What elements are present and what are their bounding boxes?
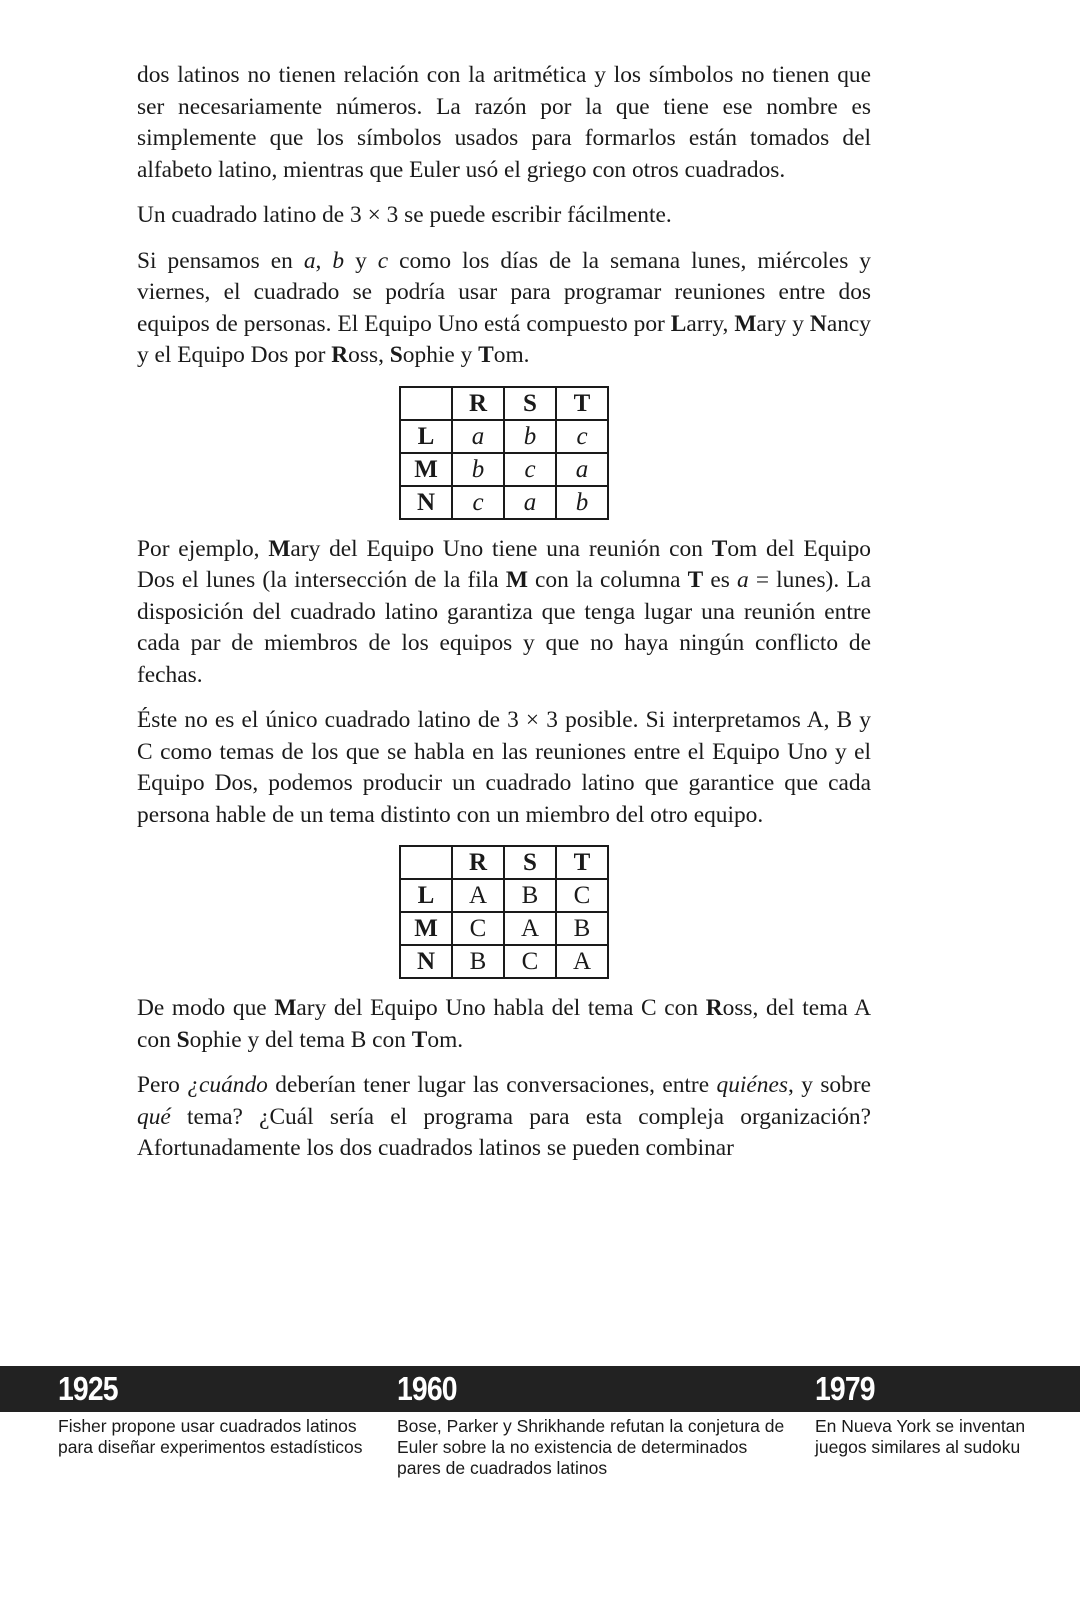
timeline-year: 1960 <box>397 1370 457 1407</box>
paragraph-5: Éste no es el único cuadrado latino de 3 × 3 posible. Si interpretamos A, B y C como temas de los que se habla en las reuniones entre el Equipo Uno y el Equipo Dos, podemos producir un cuadrado latino que garantice que cada persona hable de un tema distinto con un miembro del otro equipo. <box>137 707 871 828</box>
table-col-header: S <box>504 387 556 420</box>
table-corner-cell <box>400 846 452 879</box>
table-cell: A <box>556 945 608 978</box>
table-cell: a <box>452 420 504 453</box>
table-col-header: R <box>452 387 504 420</box>
paragraph-7: Pero ¿cuándo deberían tener lugar las conversaciones, entre quiénes, y sobre qué tema? ¿Cuál sería el programa para esta compleja organización? Afortunadamente los dos cuadrados latinos se pueden combinar <box>137 1072 871 1161</box>
timeline-year: 1925 <box>58 1370 118 1407</box>
latin-square-table-2 <box>399 845 609 979</box>
table-cell: C <box>504 945 556 978</box>
table-cell: B <box>556 912 608 945</box>
table-row-header: M <box>400 912 452 945</box>
table-cell: C <box>556 879 608 912</box>
table-row-header: L <box>400 420 452 453</box>
table-cell: a <box>556 453 608 486</box>
table-cell: A <box>504 912 556 945</box>
table-cell: c <box>452 486 504 519</box>
page-body <box>137 60 871 1179</box>
timeline-year: 1979 <box>815 1370 875 1407</box>
table-cell: b <box>452 453 504 486</box>
table-row-header: L <box>400 879 452 912</box>
paragraph-3: Si pensamos en a, b y c como los días de la semana lunes, miércoles y viernes, el cuadrado se podría usar para programar reuniones entre dos equipos de personas. El Equipo Uno está compuesto por Larry, Mary y Nancy y el Equipo Dos por Ross, Sophie y Tom. <box>137 247 871 368</box>
latin-square-table-1 <box>399 386 609 520</box>
table-cell: A <box>452 879 504 912</box>
table-cell: c <box>556 420 608 453</box>
timeline-bar <box>0 1366 1080 1412</box>
table-col-header: T <box>556 846 608 879</box>
table-row-header: N <box>400 486 452 519</box>
paragraph-4: Por ejemplo, Mary del Equipo Uno tiene una reunión con Tom del Equipo Dos el lunes (la intersección de la fila M con la columna T es a = lunes). La disposición del cuadrado latino garantiza que tenga lugar una reunión entre cada par de miembros de los equipos y que no haya ningún conflicto de fechas. <box>137 535 871 688</box>
table-cell: a <box>504 486 556 519</box>
timeline-event: Fisher propone usar cuadrados latinos para diseñar experimentos estadísticos <box>58 1416 363 1457</box>
table-cell: B <box>452 945 504 978</box>
table-col-header: S <box>504 846 556 879</box>
table-cell: b <box>556 486 608 519</box>
table-col-header: R <box>452 846 504 879</box>
table-row-header: M <box>400 453 452 486</box>
paragraph-2: Un cuadrado latino de 3 × 3 se puede escribir fácilmente. <box>137 202 672 228</box>
timeline-event: Bose, Parker y Shrikhande refutan la conjetura de Euler sobre la no existencia de determinados pares de cuadrados latinos <box>397 1416 785 1478</box>
paragraph-6: De modo que Mary del Equipo Uno habla del tema C con Ross, del tema A con Sophie y del tema B con Tom. <box>137 995 871 1053</box>
table-cell: c <box>504 453 556 486</box>
table-corner-cell <box>400 387 452 420</box>
table-row-header: N <box>400 945 452 978</box>
table-cell: C <box>452 912 504 945</box>
paragraph-1: dos latinos no tienen relación con la aritmética y los símbolos no tienen que ser necesariamente números. La razón por la que tiene ese nombre es simplemente que los símbolos usados para formarlos están tomados del alfabeto latino, mientras que Euler usó el griego con otros cuadrados. <box>137 62 871 183</box>
table-col-header: T <box>556 387 608 420</box>
table-cell: b <box>504 420 556 453</box>
table-cell: B <box>504 879 556 912</box>
timeline-event: En Nueva York se inventan juegos similares al sudoku <box>815 1416 1026 1457</box>
